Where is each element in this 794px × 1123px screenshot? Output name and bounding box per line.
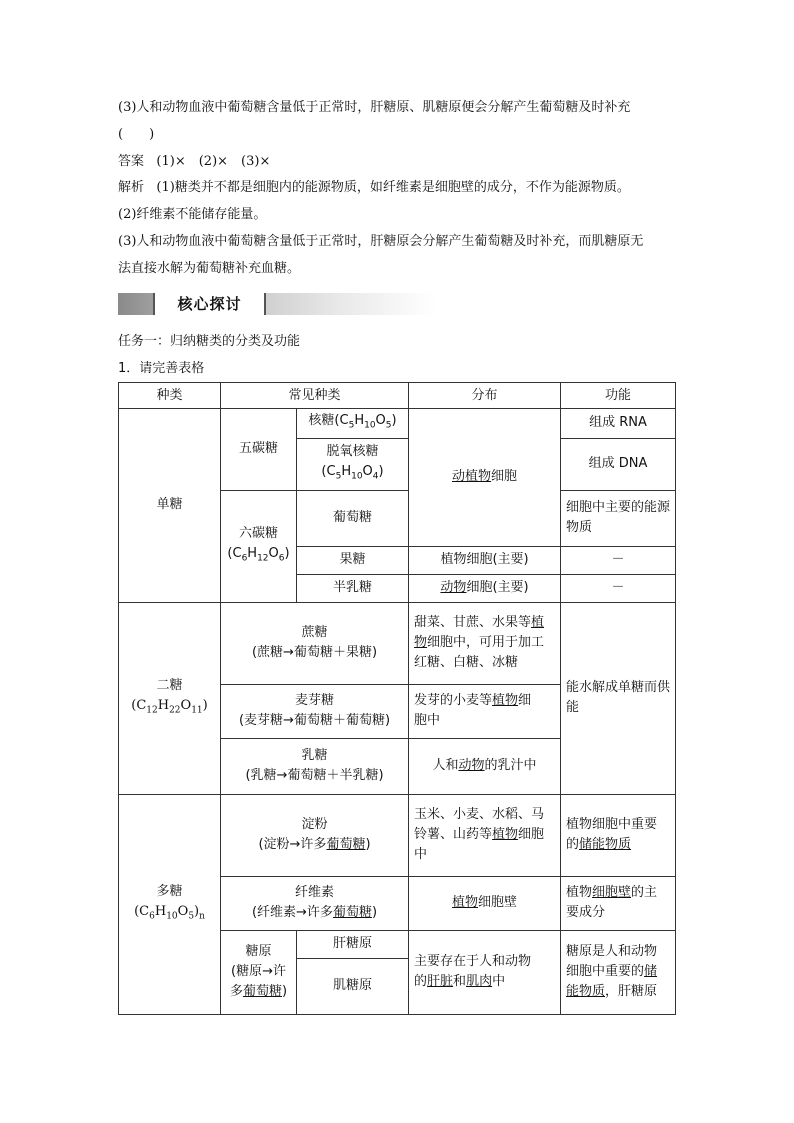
liver-glycogen: 肝糖原: [297, 930, 409, 958]
sucrose-equation: (蔗糖→葡萄糖＋果糖): [251, 645, 378, 661]
glycogen-cell: [221, 930, 297, 1014]
analysis-p3a: (3)人和动物血液中葡萄糖含量低于正常时，肝糖原会分解产生葡萄糖及时补充，而肌糖原无: [118, 234, 644, 249]
section-title: 核心探讨: [153, 293, 266, 315]
answer-text: (1)× (2)× (3)×: [156, 154, 271, 169]
starch-name: 淀粉: [301, 817, 328, 833]
poly-formula: $(C_6H_{10}O_5)_n$: [134, 903, 205, 922]
galactose-distribution: 动物细胞(主要): [409, 574, 561, 602]
analysis-p3b: 法直接水解为葡萄糖补充血糖。: [118, 261, 301, 276]
analysis-label: 解析: [118, 180, 145, 195]
di-function: 能水解成单糖而供能: [561, 602, 676, 794]
analysis-line-1: [118, 176, 630, 195]
header-category: 种类: [119, 383, 221, 409]
cellulose-distribution: 植物细胞壁: [409, 876, 561, 930]
glycogen-name: 糖原: [245, 944, 272, 960]
fructose-function: －: [561, 546, 676, 574]
sucrose-distribution: 甜菜、甘蔗、水果等植 物细胞中，可用于加工 红糖、白糖、冰糖: [409, 602, 561, 684]
maltose-name: 麦芽糖: [295, 693, 335, 709]
cellulose-name: 纤维素: [295, 885, 335, 901]
cellulose-cell: [221, 876, 409, 930]
deoxyribose-cell: 脱氧核糖 $(C_5H_{10}O_4)$: [297, 438, 409, 490]
pentose-label: 五碳糖: [221, 409, 297, 491]
header-common-types: 常见种类: [221, 383, 409, 409]
glucose-cell: 葡萄糖: [297, 490, 409, 546]
di-formula: $(C_{12}H_{22}O_{11})$: [131, 697, 208, 716]
question-blank: ( ): [118, 127, 155, 142]
deoxyribose-function: 组成 DNA: [561, 438, 676, 490]
galactose-function: －: [561, 574, 676, 602]
analysis-p2: (2)纤维素不能储存能量。: [118, 207, 267, 222]
glycogen-function: 糖原是人和动物 细胞中重要的储 能物质，肝糖原: [561, 930, 676, 1014]
answer-line: [118, 150, 270, 169]
header-distribution: 分布: [409, 383, 561, 409]
di-name-cell: [119, 602, 221, 794]
analysis-p1: (1)糖类并不都是细胞内的能源物质，如纤维素是细胞壁的成分，不作为能源物质。: [156, 180, 630, 195]
table-row: [119, 794, 676, 876]
section-banner: [118, 293, 436, 315]
table-header-row: [119, 383, 676, 409]
glycogen-equation: (糖原→许 多葡萄糖): [229, 964, 288, 1000]
task-heading: 任务一：归纳糖类的分类及功能: [118, 334, 301, 349]
lactose-distribution: 人和动物的乳汁中: [409, 738, 561, 794]
answer-label: 答案: [118, 154, 145, 169]
sugar-table: [118, 382, 676, 1015]
pentose-hexose-distribution: 动植物细胞: [409, 409, 561, 547]
di-name: 二糖: [156, 677, 183, 693]
hexose-label: 六碳糖 $(C_6H_{12}O_6)$: [221, 490, 297, 602]
starch-equation: (淀粉→许多葡萄糖): [258, 837, 371, 853]
lactose-name: 乳糖: [301, 748, 328, 764]
poly-name: 多糖: [156, 883, 183, 899]
header-function: 功能: [561, 383, 676, 409]
starch-distribution: 玉米、小麦、水稻、马 铃薯、山药等植物细胞 中: [409, 794, 561, 876]
lactose-cell: [221, 738, 409, 794]
poly-name-cell: [119, 794, 221, 1014]
ribose-cell: 核糖$(C_5H_{10}O_5)$: [297, 409, 409, 439]
starch-cell: [221, 794, 409, 876]
mono-name: 单糖: [119, 409, 221, 603]
table-row: [119, 602, 676, 684]
sucrose-name: 蔗糖: [301, 625, 328, 641]
galactose-cell: 半乳糖: [297, 574, 409, 602]
ribose-function: 组成 RNA: [561, 409, 676, 439]
maltose-equation: (麦芽糖→葡萄糖＋葡萄糖): [238, 713, 391, 729]
sucrose-cell: [221, 602, 409, 684]
fructose-distribution: 植物细胞(主要): [409, 546, 561, 574]
glucose-function: 细胞中主要的能源物质: [561, 490, 676, 546]
cellulose-equation: (纤维素→许多葡萄糖): [251, 905, 378, 921]
table-row: [119, 409, 676, 439]
starch-function: 植物细胞中重要 的储能物质: [561, 794, 676, 876]
question-line-1: (3)人和动物血液中葡萄糖含量低于正常时，肝糖原、肌糖原便会分解产生葡萄糖及时补充: [118, 100, 631, 115]
cellulose-function: 植物细胞壁的主 要成分: [561, 876, 676, 930]
item-heading: 1．请完善表格: [118, 361, 205, 376]
glycogen-distribution: 主要存在于人和动物 的肝脏和肌肉中: [409, 930, 561, 1014]
muscle-glycogen: 肌糖原: [297, 958, 409, 1014]
maltose-distribution: 发芽的小麦等植物细 胞中: [409, 684, 561, 738]
fructose-cell: 果糖: [297, 546, 409, 574]
maltose-cell: [221, 684, 409, 738]
lactose-equation: (乳糖→葡萄糖＋半乳糖): [245, 768, 384, 784]
